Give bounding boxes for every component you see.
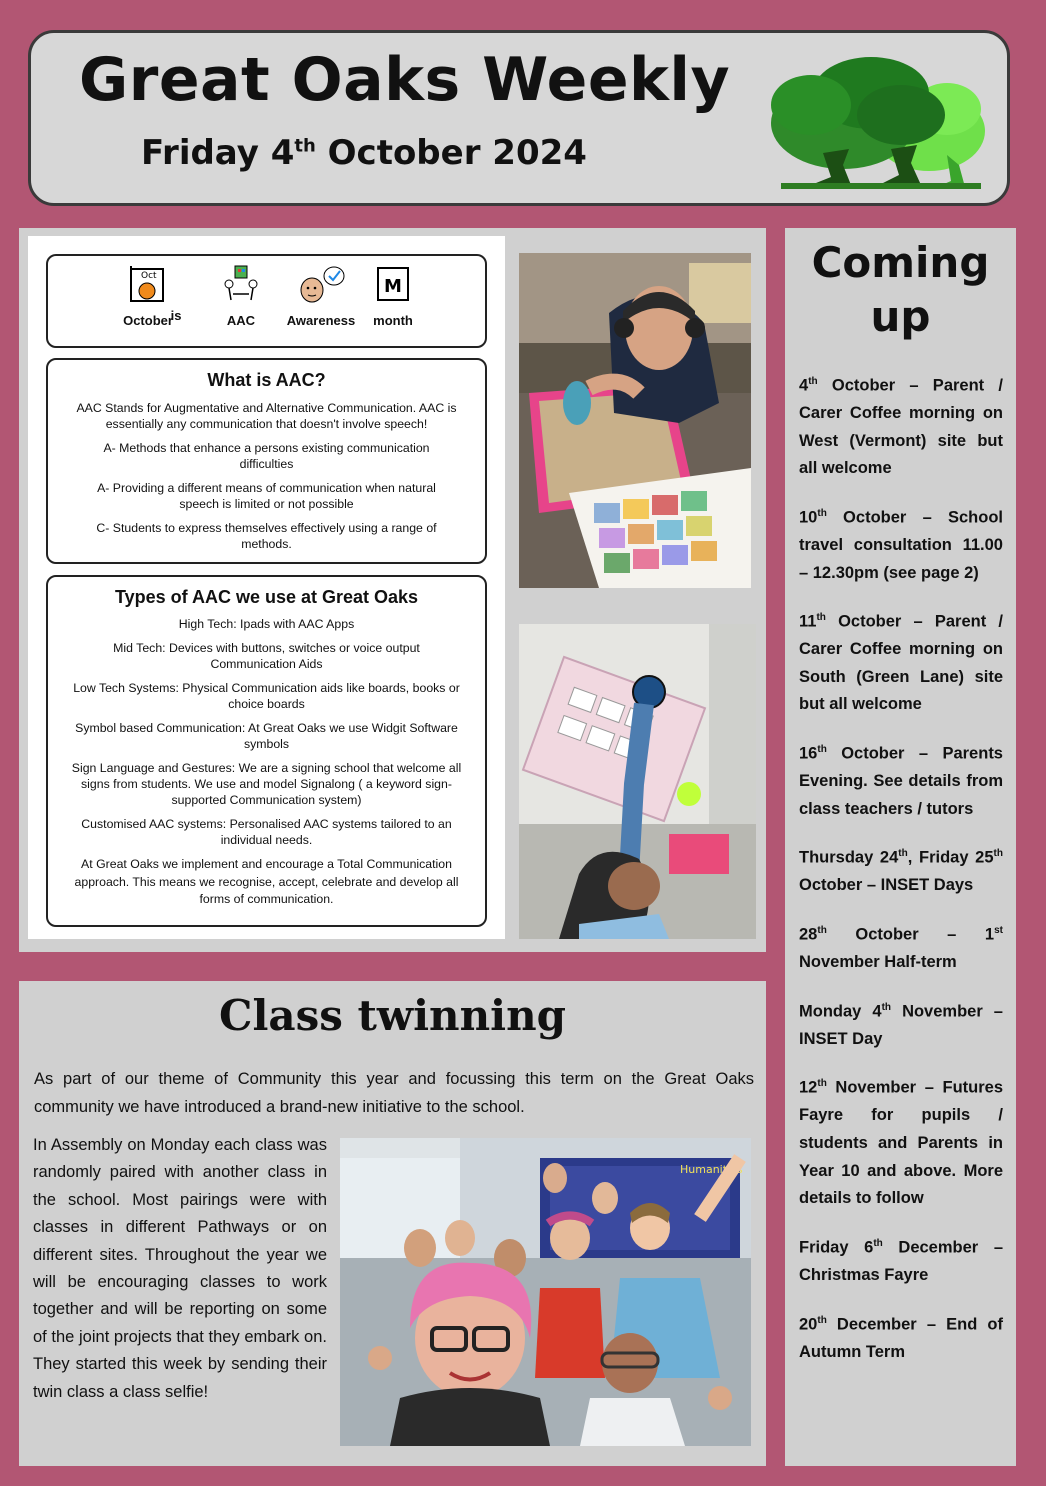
event-item: Thursday 24th, Friday 25th October – INSET Days (799, 848, 1003, 895)
awareness-icon (296, 264, 346, 304)
symbol-label: October (123, 313, 173, 328)
types-of-aac-heading: Types of AAC we use at Great Oaks (114, 587, 419, 607)
aac-type-item: At Great Oaks we implement and encourage a Total Communication approach. This means we recognise, accept, celebrate and develop all forms of communication. (74, 857, 459, 906)
symbol-label: is (170, 308, 182, 323)
photo-student-sand-tray (519, 253, 751, 588)
class-twinning-body: In Assembly on Monday each class was randomly paired with another class in the school. Most pairings were with classes in different Pathways or on different sites. Throughout the year we will be encouraging classes to work together and will be reporting on some of the joint projects that they embark on. They started this week by sending their twin class a class selfie! (33, 1136, 327, 1401)
aac-awareness-panel (19, 228, 766, 952)
newsletter-title: Great Oaks Weekly (79, 45, 731, 115)
symbol-label: AAC (226, 313, 256, 328)
svg-text:Humanities: Humanities (680, 1163, 743, 1176)
event-item: Monday 4th November – INSET Day (799, 1001, 1003, 1048)
oak-tree-logo (751, 45, 991, 195)
aac-paragraph: A- Providing a different means of communication when natural speech is limited or not possible (97, 481, 436, 511)
event-item: 11th October – Parent / Carer Coffee morning on South (Green Lane) site but all welcome (799, 612, 1003, 714)
aac-type-item: Sign Language and Gestures: We are a signing school that welcome all signs from students. We use and model Signalong ( a keyword sign-supported Communication system) (71, 761, 462, 807)
symbol-label: month (373, 313, 413, 328)
aac-info-card (28, 236, 505, 939)
symbol-is (156, 264, 196, 323)
event-item: 4th October – Parent / Carer Coffee morning on West (Vermont) site but all welcome (799, 376, 1003, 478)
event-item: 16th October – Parents Evening. See details from class teachers / tutors (799, 744, 1003, 818)
aac-paragraph: AAC Stands for Augmentative and Alternative Communication. AAC is essentially any communication that doesn't involve speech! (76, 401, 457, 431)
newsletter-header (28, 30, 1010, 206)
photo-student-switch (519, 624, 756, 939)
symbol-month (353, 264, 433, 328)
photo-class-selfie (340, 1138, 751, 1446)
symbol-awareness (281, 264, 361, 328)
class-twinning-panel (19, 981, 766, 1466)
event-item: Friday 6th December – Christmas Fayre (799, 1237, 1004, 1284)
aac-type-item: Customised AAC systems: Personalised AAC systems tailored to an individual needs. (81, 817, 452, 847)
event-item: 12th November – Futures Fayre for pupils / students and Parents in Year 10 and above. More details to follow (799, 1078, 1003, 1208)
class-twinning-title: Class twinning (219, 991, 566, 1040)
coming-up-sidebar (785, 228, 1016, 1466)
aac-type-item: Low Tech Systems: Physical Communication aids like boards, books or choice boards (73, 681, 460, 711)
month-calendar-icon (373, 264, 413, 304)
symbol-aac (201, 264, 281, 328)
aac-type-item: High Tech: Ipads with AAC Apps (178, 617, 355, 631)
aac-type-item: Symbol based Communication: At Great Oaks we use Widgit Software symbols (75, 721, 458, 751)
event-item: 28th October – 1st November Half-term (799, 925, 1003, 972)
events-list (799, 368, 1003, 1383)
class-twinning-intro: As part of our theme of Community this year and focussing this term on the Great Oaks community we have introduced a brand-new initiative to the school. (34, 1070, 754, 1116)
coming-up-heading: Coming up (811, 238, 990, 341)
event-item: 10th October – School travel consultation 11.00 – 12.30pm (see page 2) (799, 507, 1003, 582)
svg-text:M: M (384, 276, 402, 297)
aac-icon (219, 264, 263, 304)
aac-paragraph: C- Students to express themselves effectively using a range of methods. (96, 521, 437, 551)
what-is-aac-heading: What is AAC? (207, 370, 326, 390)
aac-paragraph: A- Methods that enhance a persons existing communication difficulties (103, 441, 430, 471)
aac-type-item: Mid Tech: Devices with buttons, switches or voice output Communication Aids (113, 641, 420, 671)
symbol-strip (46, 254, 487, 348)
newsletter-date: Friday 4th October 2024 (141, 133, 587, 173)
types-of-aac-box (46, 575, 487, 927)
event-item: 20th December – End of Autumn Term (799, 1314, 1003, 1361)
what-is-aac-box (46, 358, 487, 564)
symbol-label: Awareness (286, 313, 356, 328)
svg-text:Oct: Oct (141, 271, 157, 281)
